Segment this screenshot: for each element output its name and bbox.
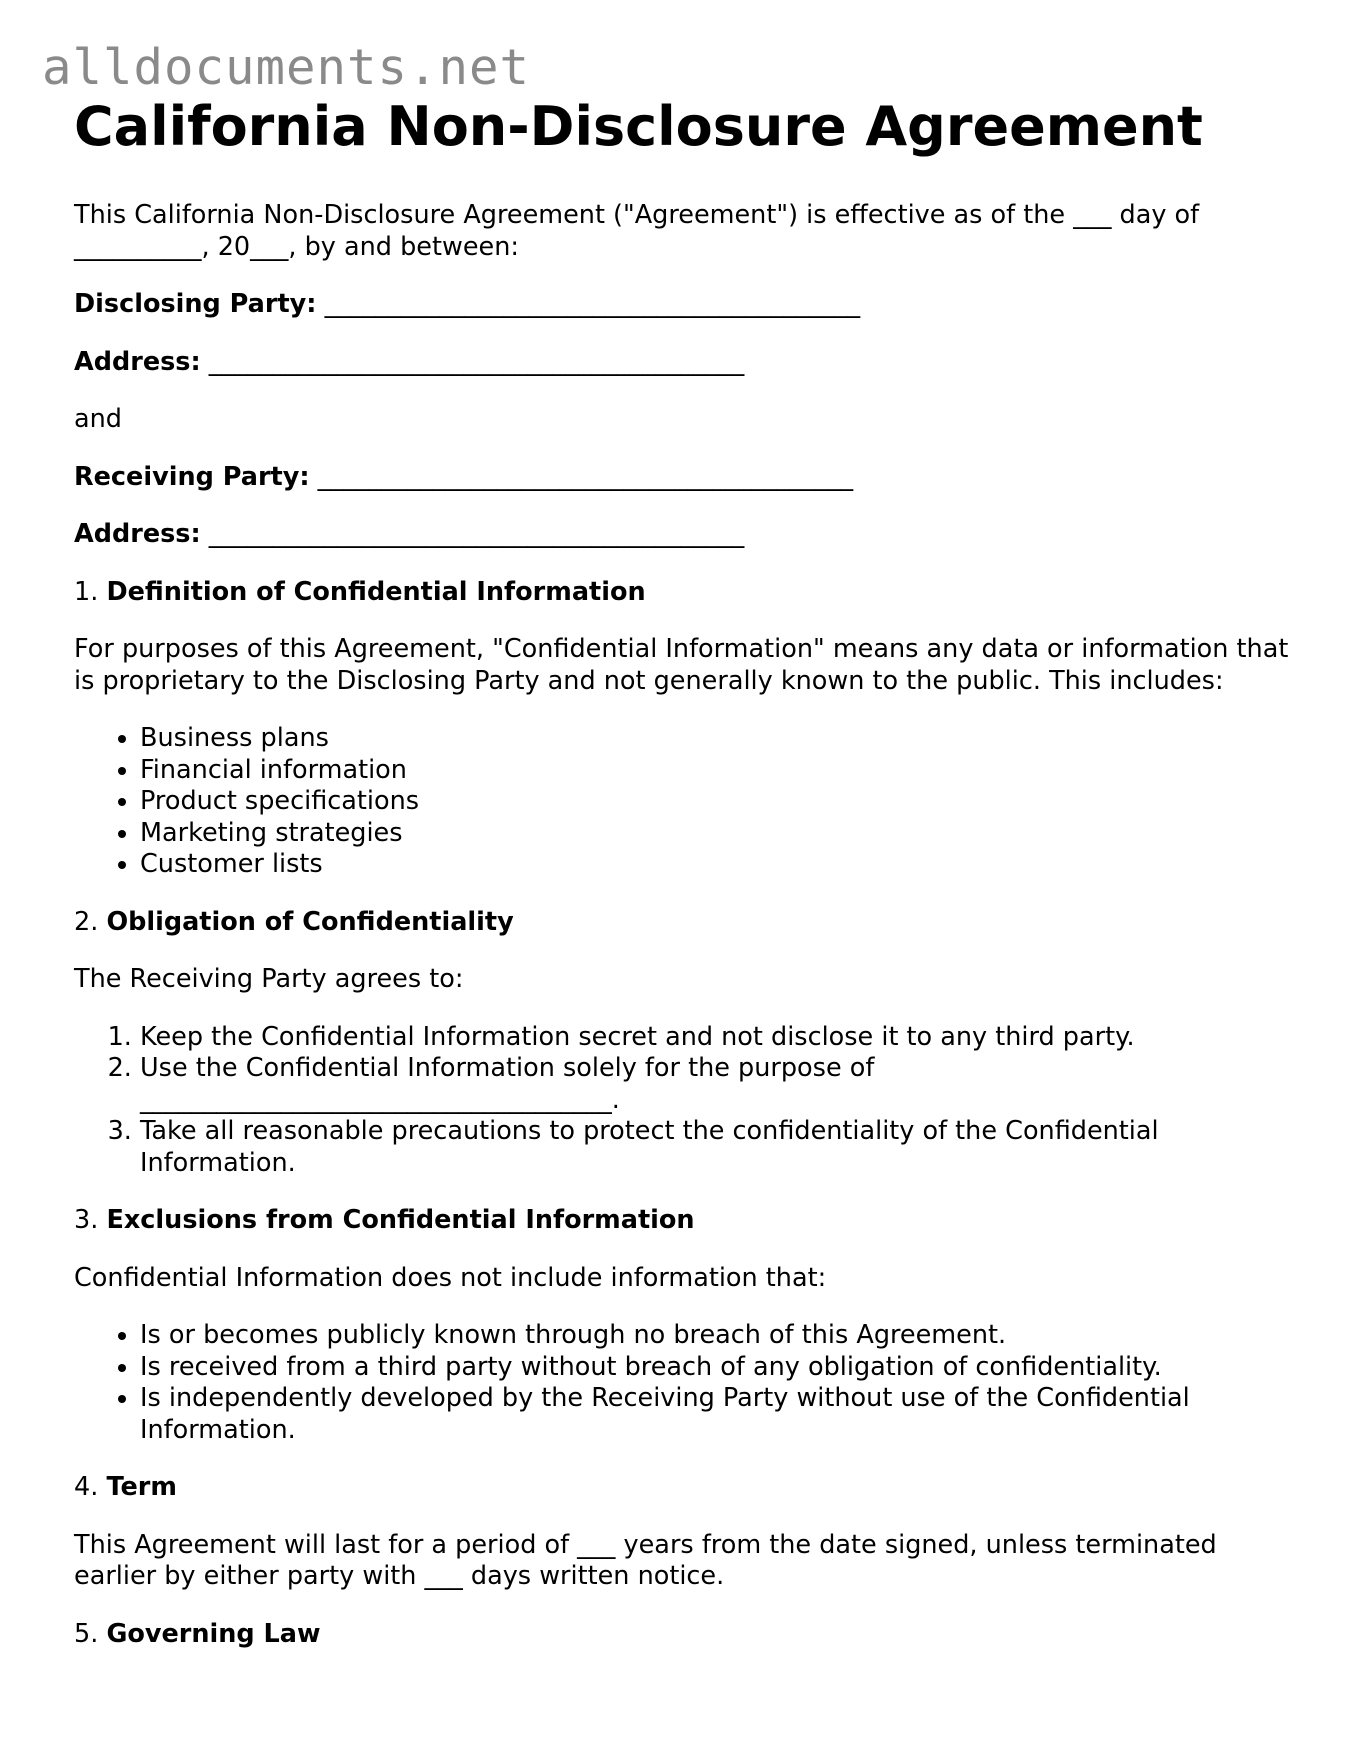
section-body-4: This Agreement will last for a period of ___ years from the date signed, unless terminated earlier by either party with ___ days written notice. xyxy=(74,1529,1217,1591)
disclosing-address-label: Address: xyxy=(74,346,201,377)
disclosing-party-line xyxy=(74,289,1304,321)
disclosing-address-line xyxy=(74,347,1304,379)
receiving-party-blank: __________________________________________ xyxy=(309,461,854,492)
exclusions-list xyxy=(74,1320,1304,1446)
disclosing-address-blank: __________________________________________ xyxy=(200,346,745,377)
section-title: Exclusions from Confidential Information xyxy=(106,1205,695,1235)
intro-paragraph: This California Non-Disclosure Agreement ("Agreement") is effective as of the ___ day of __________, 20___, by and between: xyxy=(74,200,1200,262)
receiving-party-line xyxy=(74,462,1304,494)
list-item: • Is received from a third party without breach of any obligation of confidentiality. xyxy=(140,1352,1304,1384)
section-title: Obligation of Confidentiality xyxy=(106,906,514,937)
disclosing-party-label: Disclosing Party: xyxy=(74,289,317,319)
document-body xyxy=(74,92,1304,1650)
section-heading-2 xyxy=(74,907,1304,939)
section-number: 3. xyxy=(74,1205,107,1235)
list-item: • Is independently developed by the Receiving Party without use of the Confidential Information. xyxy=(140,1383,1304,1446)
section-title: Governing Law xyxy=(106,1618,321,1649)
section-heading-3 xyxy=(74,1205,1304,1237)
list-item: • Customer lists xyxy=(140,849,1304,881)
section-title: Definition of Confidential Information xyxy=(106,576,646,607)
list-item: • Product specifications xyxy=(140,786,1304,818)
section-body-2: The Receiving Party agrees to: xyxy=(74,964,464,994)
list-item: • Marketing strategies xyxy=(140,818,1304,850)
list-item: • Business plans xyxy=(140,723,1304,755)
confidential-info-list xyxy=(74,723,1304,881)
list-item: 2. Use the Confidential Information solely for the purpose of _____________________________________. xyxy=(140,1053,1304,1116)
obligations-list xyxy=(74,1022,1304,1180)
list-item: • Is or becomes publicly known through no breach of this Agreement. xyxy=(140,1320,1304,1352)
document-title: California Non-Disclosure Agreement xyxy=(74,95,1203,158)
section-body-1: For purposes of this Agreement, "Confidential Information" means any data or information that is proprietary to the Disclosing Party and not generally known to the public. This includes: xyxy=(74,634,1289,696)
section-number: 5. xyxy=(74,1618,107,1649)
section-title: Term xyxy=(106,1472,177,1502)
receiving-party-label: Receiving Party: xyxy=(74,461,310,492)
list-item: 1. Keep the Confidential Information secret and not disclose it to any third party. xyxy=(140,1022,1304,1054)
and-text: and xyxy=(74,404,122,434)
section-heading-5 xyxy=(74,1619,1304,1651)
receiving-address-label: Address: xyxy=(74,519,201,549)
section-body-3: Confidential Information does not include information that: xyxy=(74,1262,827,1293)
receiving-address-line xyxy=(74,519,1304,551)
receiving-address-blank: __________________________________________ xyxy=(200,519,745,549)
section-number: 2. xyxy=(74,906,107,937)
disclosing-party-blank: __________________________________________ xyxy=(316,289,861,319)
watermark-text: alldocuments.net xyxy=(42,39,531,96)
section-number: 1. xyxy=(74,576,107,607)
section-heading-1 xyxy=(74,577,1304,609)
section-heading-4 xyxy=(74,1472,1304,1504)
list-item: 3. Take all reasonable precautions to protect the confidentiality of the Confidential Information. xyxy=(140,1116,1304,1179)
list-item: • Financial information xyxy=(140,755,1304,787)
section-number: 4. xyxy=(74,1472,107,1502)
